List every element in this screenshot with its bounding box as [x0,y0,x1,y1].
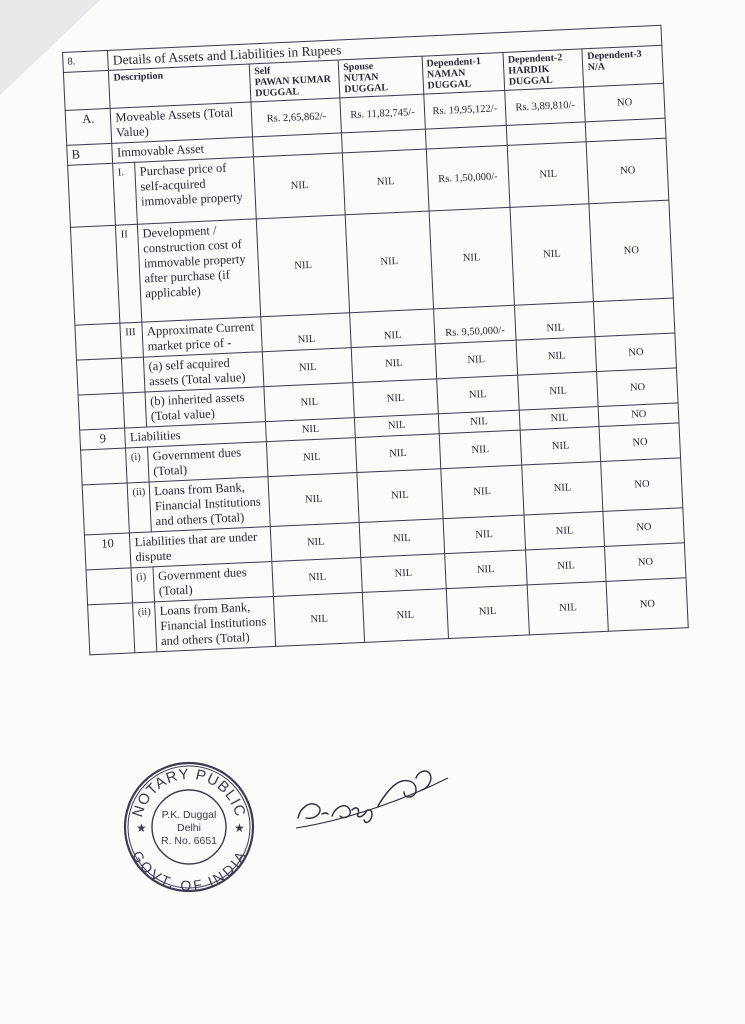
col-spouse-role: Spouse [343,60,374,74]
handwritten-signature [288,748,458,838]
row-description: Immovable Asset [112,137,254,163]
row-label: (a) [148,358,163,374]
row-description: Liabilities [125,422,267,448]
value-dep2: NIL [524,511,605,550]
col-dep1-name: NAMAN DUGGAL [426,67,472,92]
row-description: Moveable Assets (Total Value) [110,102,252,143]
col-self-name: PAWAN KUMAR DUGGAL [254,73,332,100]
value-spouse: NIL [363,589,449,643]
value-dep1: NIL [436,375,519,414]
value-dep2: NIL [519,407,599,431]
value-spouse: NIL [350,309,435,348]
stamp-reg-no: R. No. 6651 [160,835,218,847]
row-label: (ii) [133,602,157,653]
col-spouse-name: NUTAN DUGGAL [343,71,389,96]
assets-table-container [62,25,689,656]
star-icon: ★ [136,821,147,835]
value-dep1: NIL [446,585,530,639]
row-description: Approximate Current market price of - [142,317,262,357]
value-dep1: Rs. 1,50,000/- [426,145,510,211]
value-dep3: NO [600,423,681,462]
value-dep3: NO [603,508,684,547]
row-label: (b) [149,393,166,409]
notary-stamp-graphic [122,760,256,894]
value-self: NIL [256,215,349,317]
value-dep1: NIL [444,550,527,589]
row-label: 10 [84,533,131,570]
value-self: NIL [268,473,359,527]
row-description-text: self acquired assets (Total value) [148,355,246,389]
col-spouse [338,56,423,98]
row-label: III [120,322,143,358]
row-description: Government dues (Total) [148,442,268,482]
value-self: NIL [261,313,352,352]
section-title: Details of Assets and Liabilities in Rupees [108,25,662,70]
value-dep3: NO [589,200,673,302]
col-self [249,60,340,102]
stamp-city: Delhi [177,822,201,834]
assets-liabilities-table [62,25,689,656]
value-dep3: NO [597,368,678,407]
value-spouse: NIL [351,344,436,383]
col-dep3-name: N/A [587,61,606,74]
row-description: Development / construction cost of immovable property after purchase (if applicable) [138,219,261,322]
value-spouse: NIL [361,554,446,593]
stamp-name: P.K. Duggal [161,809,217,821]
row-description: Loans from Bank, Financial Institutions and others (Total) [149,477,270,532]
section-number: 8. [63,50,109,72]
value-dep2: NIL [527,581,609,635]
value-dep2: NIL [520,427,601,466]
value-spouse: Rs. 11,82,745/- [340,94,425,133]
row-label: II [116,224,142,323]
value-dep3: NO [587,138,669,204]
col-dep3 [582,45,663,87]
row-description: Purchase price of self-acquired immovable property [135,157,257,224]
value-self: NIL [264,383,355,422]
value-dep1: Rs. 19,95,122/- [423,90,506,129]
row-description [144,352,264,392]
value-dep2: NIL [514,302,595,341]
value-self: NIL [270,522,361,561]
value-dep1: NIL [439,430,522,469]
col-dep2-role: Dependent-2 [507,52,563,66]
value-self: NIL [262,348,353,387]
value-self: NIL [274,592,365,646]
value-self: NIL [266,418,356,442]
value-dep3: NO [605,543,686,582]
value-self: NIL [272,557,363,596]
value-dep1: NIL [440,465,524,519]
value-dep3: NO [601,458,683,512]
value-dep3: NO [584,83,665,122]
value-dep1: NIL [438,410,520,434]
row-label: (i) [131,567,154,603]
stamp-bottom-arc-text: GOVT. OF INDIA [129,847,249,894]
value-spouse: NIL [345,211,433,313]
row-description-text: inherited assets (Total value) [150,390,245,424]
col-self-role: Self [254,65,271,78]
value-spouse: NIL [359,519,444,558]
row-label: (i) [126,447,149,483]
row-label: (ii) [128,482,152,533]
col-dep1 [422,52,505,94]
row-label: 9 [80,428,126,450]
value-dep3: NO [599,403,679,427]
notary-stamp [122,760,256,894]
value-dep1: Rs. 9,50,000/- [433,305,516,344]
value-dep2: NIL [507,142,589,208]
col-dep2 [503,49,584,91]
value-dep3: NO [607,578,689,632]
value-self: NIL [267,438,358,477]
value-dep1: NIL [435,340,518,379]
stamp-top-arc-text: NOTARY PUBLIC [129,765,249,820]
value-dep3: NO [595,333,676,372]
value-spouse: NIL [353,379,438,418]
value-dep1: NIL [429,207,515,309]
value-dep2: NIL [522,461,604,515]
value-dep2: NIL [510,204,594,306]
value-spouse: NIL [357,469,443,523]
value-spouse: NIL [343,149,429,215]
col-dep1-role: Dependent-1 [426,56,482,70]
value-dep2: NIL [518,372,599,411]
value-dep2: Rs. 3,89,810/- [505,87,586,126]
value-dep3 [594,298,675,337]
col-description: Description [109,64,251,108]
row-description [145,387,265,427]
col-dep2-name: HARDIK DUGGAL [508,63,553,88]
signature-graphic [288,748,458,838]
value-self: NIL [254,153,346,219]
row-description: Loans from Bank, Financial Institutions and others (Total) [155,596,276,651]
row-label: I. [113,162,138,225]
row-description: Government dues (Total) [153,561,273,601]
row-label: A. [65,108,112,145]
star-icon: ★ [234,821,245,835]
col-dep3-role: Dependent-3 [586,48,642,63]
value-self: Rs. 2,65,862/- [251,98,342,137]
value-dep2: NIL [526,546,607,585]
row-label: B [67,143,113,165]
value-dep2: NIL [516,337,597,376]
row-description: Liabilities that are under dispute [130,527,272,568]
value-spouse: NIL [356,434,441,473]
value-dep1: NIL [443,515,526,554]
value-spouse: NIL [355,414,439,438]
